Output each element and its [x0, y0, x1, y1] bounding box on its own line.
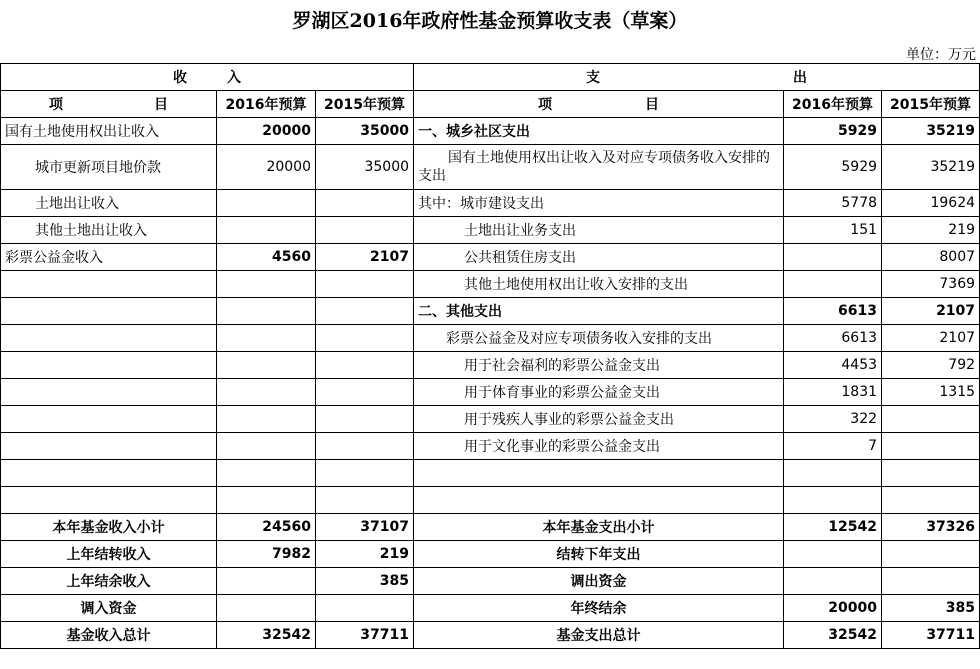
budget-table: [0, 63, 980, 649]
table-row: 彩票公益金收入 4560 2107 公共租赁住房支出 8007: [1, 244, 980, 271]
page-title: 罗湖区2016年政府性基金预算收支表（草案）: [292, 10, 688, 32]
expense-2015-header: 2015年预算: [882, 91, 980, 118]
table-row: [1, 460, 980, 487]
table-row: 国有土地使用权出让收入 20000 35000 一、城乡社区支出 5929 35219: [1, 118, 980, 145]
table-row: 城市更新项目地价款 20000 35000 国有土地使用权出让收入及对应专项债务收入安排的支出 5929 35219: [1, 145, 980, 190]
income-header: 收 入: [1, 64, 414, 91]
table-row: 用于残疾人事业的彩票公益金支出 322: [1, 406, 980, 433]
table-row: 调入资金 年终结余 20000 385: [1, 595, 980, 622]
table-row: 二、其他支出 6613 2107: [1, 298, 980, 325]
table-row: 其他土地使用权出让收入安排的支出 7369: [1, 271, 980, 298]
table-row: 上年结余收入 385 调出资金: [1, 568, 980, 595]
expense-2016-header: 2016年预算: [784, 91, 882, 118]
expense-header: 支 出: [414, 64, 980, 91]
income-2015-header: 2015年预算: [316, 91, 414, 118]
table-row: 用于体育事业的彩票公益金支出 1831 1315: [1, 379, 980, 406]
income-item-header: 项 目: [1, 91, 217, 118]
income-2016-header: 2016年预算: [217, 91, 316, 118]
expense-item-header: 项 目: [414, 91, 784, 118]
table-row: 土地出让收入 其中：城市建设支出 5778 19624: [1, 190, 980, 217]
table-row: 其他土地出让收入 土地出让业务支出 151 219: [1, 217, 980, 244]
header-row-columns: [1, 91, 980, 118]
unit-label: 单位：万元: [906, 47, 976, 63]
total-row: 基金收入总计 32542 37711 基金支出总计 32542 37711: [1, 622, 980, 649]
table-row: 用于文化事业的彩票公益金支出 7: [1, 433, 980, 460]
table-row: [1, 487, 980, 514]
header-row-section: [1, 64, 980, 91]
subtotal-row: 本年基金收入小计 24560 37107 本年基金支出小计 12542 37326: [1, 514, 980, 541]
table-row: 用于社会福利的彩票公益金支出 4453 792: [1, 352, 980, 379]
table-row: 上年结转收入 7982 219 结转下年支出: [1, 541, 980, 568]
table-row: 彩票公益金及对应专项债务收入安排的支出 6613 2107: [1, 325, 980, 352]
